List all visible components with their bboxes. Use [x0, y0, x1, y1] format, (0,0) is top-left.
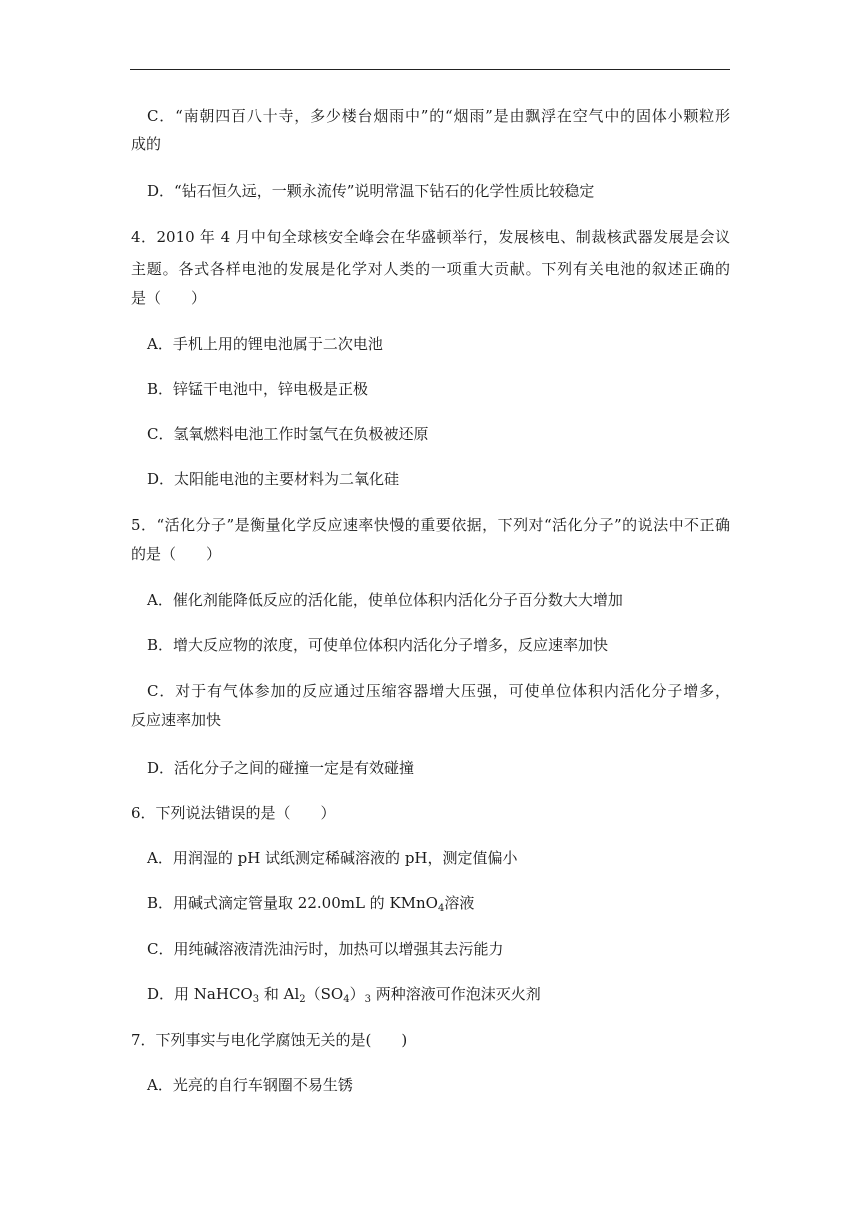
- q3-option-c-line1: C．“南朝四百八十寺，多少楼台烟雨中”的“烟雨”是由飘浮在空气中的固体小颗粒形: [147, 107, 730, 125]
- q6-option-d-text-5: 两种溶液可作泡沫灭火剂: [370, 985, 541, 1003]
- q5-stem-line1: 5．“活化分子”是衡量化学反应速率快慢的重要依据，下列对“活化分子”的说法中不正确: [131, 516, 730, 534]
- q6-option-b-text-end: 溶液: [444, 894, 475, 912]
- q6-option-d-sub-2: 2: [299, 994, 306, 1005]
- q6-option-d-text-1: D．用 NaHCO: [147, 985, 253, 1003]
- q4-option-d: D．太阳能电池的主要材料为二氧化硅: [147, 470, 400, 488]
- header-rule: [130, 69, 730, 70]
- q7-stem: 7．下列事实与电化学腐蚀无关的是( ): [131, 1031, 408, 1049]
- q5-option-a: A．催化剂能降低反应的活化能，使单位体积内活化分子百分数大大增加: [147, 591, 623, 609]
- q6-stem: 6．下列说法错误的是（ ）: [131, 804, 336, 822]
- q6-option-d-text-3: （SO: [305, 985, 344, 1003]
- q5-stem-line2: 的是（ ）: [131, 545, 222, 563]
- q7-option-a: A．光亮的自行车钢圈不易生锈: [147, 1076, 353, 1094]
- q6-option-d-sub-1: 3: [252, 994, 260, 1005]
- q5-option-d: D．活化分子之间的碰撞一定是有效碰撞: [147, 759, 415, 777]
- q6-option-b-subscript: 4: [437, 903, 445, 914]
- q6-option-a: A．用润湿的 pH 试纸测定稀碱溶液的 pH，测定值偏小: [147, 849, 518, 867]
- q6-option-d-sub-3: 4: [343, 994, 350, 1005]
- q6-option-d-text-4: ）: [349, 985, 365, 1003]
- q4-option-b: B．锌锰干电池中，锌电极是正极: [147, 380, 369, 398]
- q5-option-c-line1: C．对于有气体参加的反应通过压缩容器增大压强，可使单位体积内活化分子增多，: [147, 682, 730, 700]
- q6-option-d: [147, 984, 541, 1004]
- q4-stem-line1: 4．2010 年 4 月中旬全球核安全峰会在华盛顿举行，发展核电、制裁核武器发展是会议: [131, 228, 730, 246]
- q5-option-c-line2: 反应速率加快: [131, 711, 222, 729]
- q3-option-d: D．“钻石恒久远，一颗永流传”说明常温下钻石的化学性质比较稳定: [147, 182, 595, 200]
- q6-option-b-text: B．用碱式滴定管量取 22.00mL 的 KMnO: [147, 894, 438, 912]
- q3-option-c-line2: 成的: [131, 135, 162, 153]
- q6-option-c: C．用纯碱溶液清洗油污时，加热可以增强其去污能力: [147, 940, 504, 958]
- q6-option-d-text-2: 和 Al: [259, 985, 300, 1003]
- q5-option-b: B．增大反应物的浓度，可使单位体积内活化分子增多，反应速率加快: [147, 636, 609, 654]
- q4-stem-line3: 是（ ）: [131, 289, 207, 307]
- q4-stem-line2: 主题。各式各样电池的发展是化学对人类的一项重大贡献。下列有关电池的叙述正确的: [131, 260, 730, 278]
- q6-option-b: [147, 893, 474, 913]
- q4-option-c: C．氢氧燃料电池工作时氢气在负极被还原: [147, 425, 429, 443]
- q6-option-d-sub-4: 3: [364, 994, 371, 1005]
- q4-option-a: A．手机上用的锂电池属于二次电池: [147, 335, 383, 353]
